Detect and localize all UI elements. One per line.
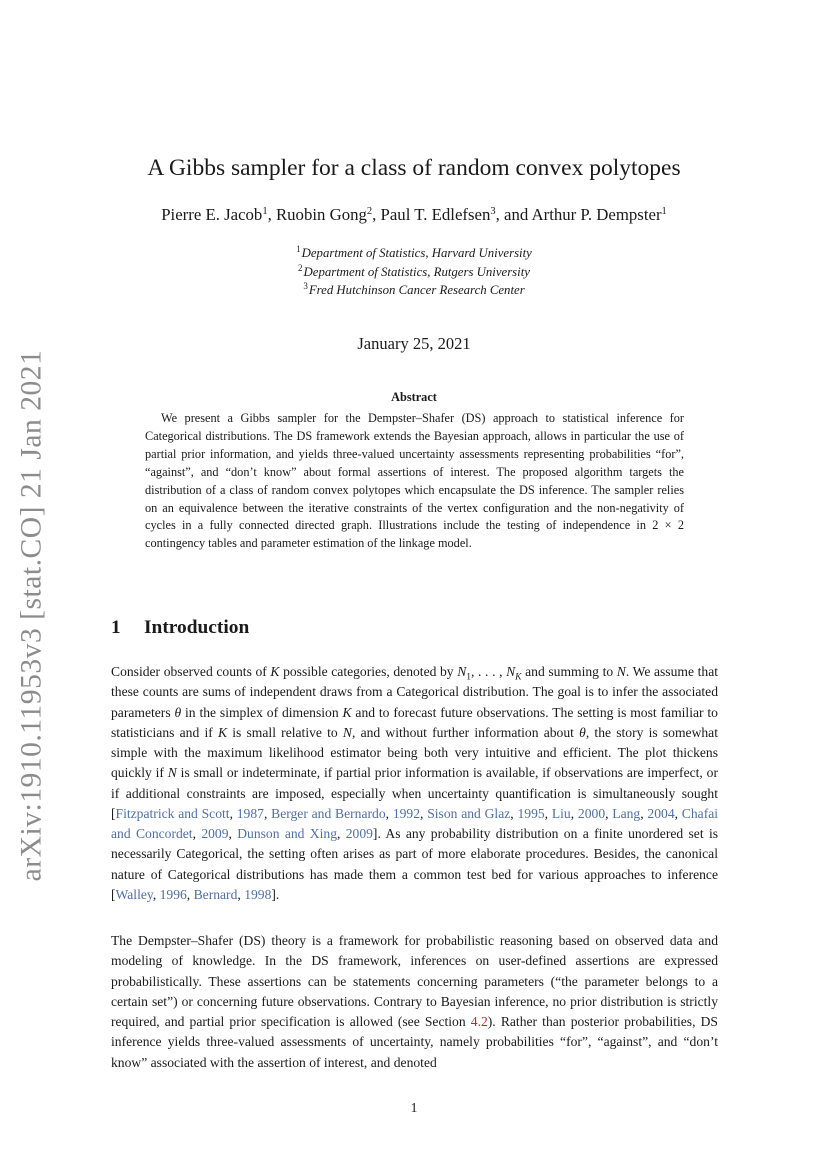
math-symbol: N <box>167 765 177 781</box>
text-run: Consider observed counts of <box>111 664 271 679</box>
author-affiliation-marker: 2 <box>366 206 373 217</box>
text-run: ). Rather than posterior probabilities, DS inference yields three-valued assessments of uncertainty, namely probabilities “for”, “against”, and “don’t know” associated with the assertion of interest, and denoted <box>111 1014 718 1070</box>
text-run: is small relative to <box>227 724 343 740</box>
author-name: Paul T. Edlefsen <box>380 205 491 224</box>
text-run: , <box>229 805 237 821</box>
math-symbol: N <box>342 724 352 740</box>
author-name: Ruobin Gong <box>275 205 367 224</box>
text-run: , <box>228 826 238 841</box>
abstract-heading: Abstract <box>391 390 437 404</box>
text-run: , <box>237 886 245 902</box>
affiliation-line <box>0 244 828 263</box>
text-run: in the simplex of dimension <box>181 704 343 720</box>
affiliation-marker: 2 <box>298 262 303 273</box>
math-symbol: K <box>270 664 280 679</box>
citation-link[interactable]: 2009 <box>345 826 373 841</box>
text-run: ]. As any probability distribution on a finite unordered set is necessarily Categorical, the setting often arises as part of more elaborate procedures. Besides, the canonical nature of Categorical distributions has made them a common test bed for various approaches to inference [ <box>111 826 719 902</box>
text-run: , <box>570 805 578 821</box>
author-list <box>0 205 828 225</box>
affiliation-text: Fred Hutchinson Cancer Research Center <box>308 283 525 297</box>
citation-link[interactable]: 2009 <box>201 826 229 841</box>
math-symbol: θ <box>174 704 182 720</box>
text-run: , <box>263 805 272 821</box>
text-run: , and without further information about <box>351 724 580 740</box>
citation-link[interactable]: Bernard <box>193 886 238 902</box>
math-subscript: 1 <box>466 672 472 683</box>
math-symbol: θ <box>579 724 586 740</box>
math-subscript: K <box>515 672 522 683</box>
text-run: , <box>385 805 393 821</box>
citation-link[interactable]: Dunson and Xing <box>237 826 337 841</box>
text-run: , <box>420 805 428 821</box>
text-run: . We assume that these counts are sums of independent draws from a Categorical distribution. The goal is to infer the associated parameters <box>111 664 718 720</box>
text-run: The Dempster–Shafer (DS) theory is a framework for probabilistic reasoning based on observed data and modeling of knowledge. In the DS framework, inferences on user-defined assertions are expressed probabilistically. These assertions can be statements concerning parameters (“the parameter belongs to a certain set”) or concerning future observations. Contrary to Bayesian inference, no prior distribution is strictly required, and partial prior specification is allowed (see Section <box>111 933 718 1029</box>
citation-link[interactable]: 1998 <box>244 886 272 902</box>
paper-title: A Gibbs sampler for a class of random convex polytopes <box>147 155 681 181</box>
affiliation-marker: 1 <box>296 244 301 254</box>
text-run: , <box>674 805 682 821</box>
arxiv-identifier: arXiv:1910.11953v3 [stat.CO] 21 Jan 2021 <box>15 349 48 881</box>
citation-link[interactable]: 1992 <box>392 805 421 821</box>
text-run: , the story is somewhat simple with the maximum likelihood estimator being both very intuitive and efficient. The plot thickens quickly if <box>111 724 718 781</box>
affiliation-text: Department of Statistics, Harvard University <box>301 246 532 260</box>
arxiv-side-stamp <box>10 349 54 881</box>
intro-paragraph-1 <box>111 662 718 905</box>
affiliation-line <box>0 281 828 300</box>
section-number: 1 <box>111 617 121 638</box>
text-run: , . . . , <box>471 664 507 679</box>
author-separator: , and <box>495 205 532 224</box>
text-run: , <box>192 826 202 841</box>
section-reference-link[interactable]: 4.2 <box>470 1014 488 1029</box>
page-number: 1 <box>410 1100 418 1115</box>
author-affiliation-marker: 3 <box>490 206 496 217</box>
citation-link[interactable]: Berger and Bernardo <box>271 805 386 821</box>
affiliation-line <box>0 263 828 282</box>
affiliation-marker: 3 <box>303 281 308 291</box>
citation-link[interactable]: 1995 <box>517 805 545 821</box>
section-title: Introduction <box>144 617 250 638</box>
citation-link[interactable]: Fitzpatrick and Scott <box>115 805 230 821</box>
author-affiliation-marker: 1 <box>661 206 667 217</box>
abstract-text: We present a Gibbs sampler for the Dempster–Shafer (DS) approach to statistical inference for Categorical distributions. The DS framework extends the Bayesian approach, allows in particular the use of partial prior information, and yields three-valued uncertainty assessments representing probabilities “for”, “against”, and “don’t know” about formal assertions of interest. The proposed algorithm targets the distribution of a class of random convex polytopes which encapsulate the DS inference. The sampler relies on an equivalence between the iterative constraints of the vertex configuration and the non-negativity of cycles in a fully connected directed graph. Illustrations include the testing of independence in 2 × 2 contingency tables and parameter estimation of the linkage model. <box>145 411 684 551</box>
text-run: , <box>605 805 613 821</box>
math-symbol: N <box>616 664 626 679</box>
text-run: and summing to <box>521 664 617 679</box>
author-affiliation-marker: 1 <box>262 206 268 217</box>
publication-date: January 25, 2021 <box>357 334 471 353</box>
math-symbol: K <box>217 724 228 740</box>
citation-link[interactable]: 2000 <box>577 805 606 821</box>
text-run: and to forecast future observations. The setting is most familiar to statisticians and if <box>111 704 718 740</box>
citation-link[interactable]: Lang <box>612 805 641 821</box>
intro-paragraph-2 <box>111 931 718 1073</box>
citation-link[interactable]: Chafai and Concordet <box>111 805 719 841</box>
math-symbol: N <box>457 664 467 679</box>
author-separator: , <box>372 205 381 224</box>
section-heading <box>111 617 249 639</box>
affiliation-text: Department of Statistics, Rutgers University <box>303 264 530 279</box>
citation-link[interactable]: Walley <box>115 886 153 902</box>
math-symbol: N <box>506 664 516 679</box>
citation-link[interactable]: Liu <box>551 805 571 821</box>
text-run: , <box>152 886 160 902</box>
affiliation-list <box>0 244 828 300</box>
author-name: Pierre E. Jacob <box>161 205 263 224</box>
text-run: , <box>640 805 648 821</box>
citation-link[interactable]: 2004 <box>647 805 675 821</box>
text-run: possible categories, denoted by <box>279 664 458 679</box>
math-symbol: K <box>342 704 352 720</box>
citation-link[interactable]: Sison and Glaz <box>427 805 511 821</box>
citation-link[interactable]: 1996 <box>159 886 187 902</box>
citation-link[interactable]: 1987 <box>236 805 264 821</box>
text-run: , <box>337 826 346 841</box>
text-run: is small or indeterminate, if partial prior information is available, if observations are imperfect, or if additional constraints are imposed, especially when uncertainty quantification is simultaneously sought [ <box>111 765 718 821</box>
text-run: , <box>544 805 552 821</box>
text-run: , <box>186 886 194 902</box>
text-run: , <box>510 805 518 821</box>
author-name: Arthur P. Dempster <box>531 205 662 224</box>
text-run: ]. <box>271 886 280 902</box>
author-separator: , <box>267 205 276 224</box>
